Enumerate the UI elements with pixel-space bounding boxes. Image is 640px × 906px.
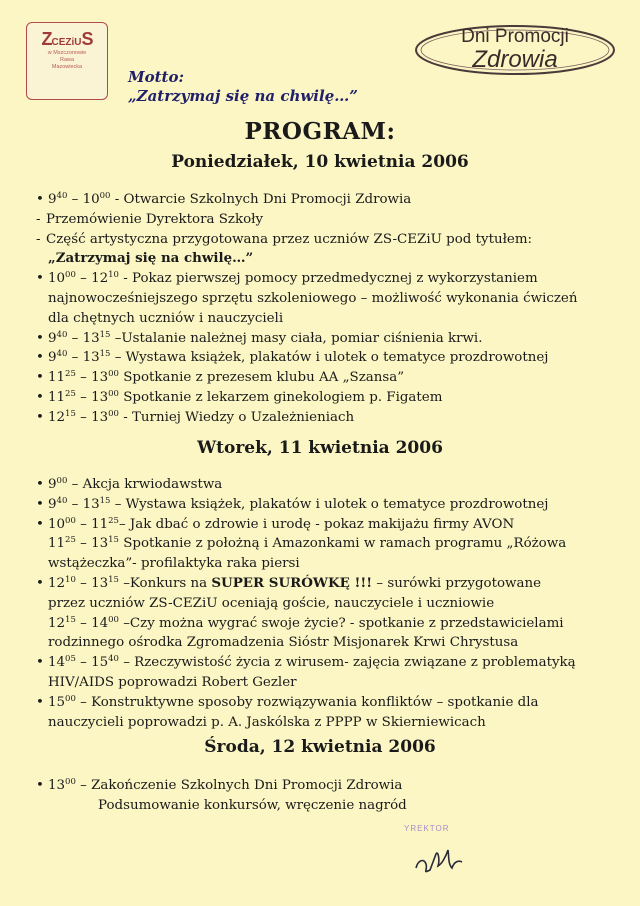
director-stamp	[396, 820, 486, 880]
event-logo-line1: Dni Promocji	[461, 26, 569, 47]
motto-label: Motto:	[128, 68, 185, 86]
list-item: • $9^{40} - 13^{15}$ – Wystawa książek, plakatów i ulotek o tematyce prozdrowotnej	[36, 349, 549, 366]
monday-items	[36, 190, 626, 428]
list-item: • $9^{40} - 10^{00}$ - Otwarcie Szkolnych Dni Promocji Zdrowia	[36, 191, 412, 207]
list-item: $12^{15} - 14^{00}$ –Czy można wygrać swoje życie? - spotkanie z przedstawicielami	[48, 614, 564, 631]
event-logo	[414, 24, 616, 76]
list-item: • $11^{25} - 13^{00}$ Spotkanie z prezesem klubu AA „Szansa”	[36, 369, 405, 386]
wednesday-items	[36, 776, 626, 816]
event-logo-line2: Zdrowia	[472, 46, 558, 73]
tuesday-items	[36, 475, 626, 732]
list-item: - Część artystyczna przygotowana przez uczniów ZS-CEZiU pod tytułem:	[36, 231, 533, 247]
list-item: HIV/AIDS poprowadzi Robert Gezler	[48, 674, 297, 690]
list-item: • $9^{00}$ – Akcja krwiodawstwa	[36, 476, 223, 492]
motto-text: „Zatrzymaj się na chwilę…”	[128, 87, 358, 105]
list-item: $11^{25} - 13^{15}$ Spotkanie z położną i Amazonkami w ramach programu „Różowa	[48, 535, 567, 552]
list-item: przez uczniów ZS-CEZiU oceniają goście, nauczyciele i uczniowie	[48, 595, 495, 611]
school-logo	[26, 22, 108, 100]
day-heading-monday: Poniedziałek, 10 kwietnia 2006	[171, 152, 469, 172]
list-item: rodzinnego ośrodka Zgromadzenia Sióstr Misjonarek Krwi Chrystusa	[48, 635, 519, 651]
list-item: • $9^{40} - 13^{15}$ –Ustalanie należnej masy ciała, pomiar ciśnienia krwi.	[36, 329, 483, 346]
list-item: • $12^{15} - 13^{00}$ - Turniej Wiedzy o Uzależnieniach	[36, 408, 355, 425]
list-item: • $10^{00} - 11^{25}-$ Jak dbać o zdrowie i urodę - pokaz makijażu firmy AVON	[36, 515, 515, 532]
motto	[128, 68, 358, 106]
list-item: najnowocześniejszego sprzętu szkoleniowego – możliwość wykonania ćwiczeń	[48, 290, 578, 306]
page-title: PROGRAM:	[244, 118, 396, 145]
list-item: • $15^{00}$ – Konstruktywne sposoby rozwiązywania konfliktów – spotkanie dla	[36, 693, 539, 710]
school-logo-sub-1: w Mszczonowie	[47, 50, 87, 56]
list-item: • $11^{25} - 13^{00}$ Spotkanie z lekarzem ginekologiem p. Figatem	[36, 388, 443, 405]
list-item: • $9^{40} - 13^{15}$ – Wystawa książek, plakatów i ulotek o tematyce prozdrowotnej	[36, 495, 549, 512]
list-item: • $10^{00} - 12^{10}$ - Pokaz pierwszej pomocy przedmedycznej z wykorzystaniem	[36, 270, 538, 287]
day-heading-wednesday: Środa, 12 kwietnia 2006	[204, 737, 436, 757]
list-item: • $14^{05} - 15^{40}$ – Rzeczywistość życia z wirusem- zajęcia związane z problematyką	[36, 654, 576, 671]
list-item: • $12^{10} - 13^{15}$ –Konkurs na SUPER SURÓWKĘ !!! – surówki przygotowane	[36, 574, 542, 591]
list-item: • $13^{00}$ – Zakończenie Szkolnych Dni Promocji Zdrowia	[36, 777, 403, 793]
day-heading-tuesday: Wtorek, 11 kwietnia 2006	[197, 438, 443, 458]
list-item: Podsumowanie konkursów, wręczenie nagród	[98, 797, 407, 813]
school-logo-sub-3: Mazowiecka	[51, 64, 83, 70]
list-item: - Przemówienie Dyrektora Szkoły	[36, 211, 264, 227]
list-item: dla chętnych uczniów i nauczycieli	[48, 310, 284, 326]
list-item: „Zatrzymaj się na chwilę…”	[48, 250, 254, 267]
school-logo-name: ZCEZiUS	[41, 29, 93, 49]
school-logo-sub-2: Rawa	[59, 57, 75, 63]
list-item: nauczycieli poprowadzi p. A. Jaskólska z PPPP w Skierniewicach	[48, 714, 486, 730]
stamp-text: YREKTOR	[404, 824, 450, 833]
list-item: wstążeczka”- profilaktyka raka piersi	[48, 556, 300, 572]
